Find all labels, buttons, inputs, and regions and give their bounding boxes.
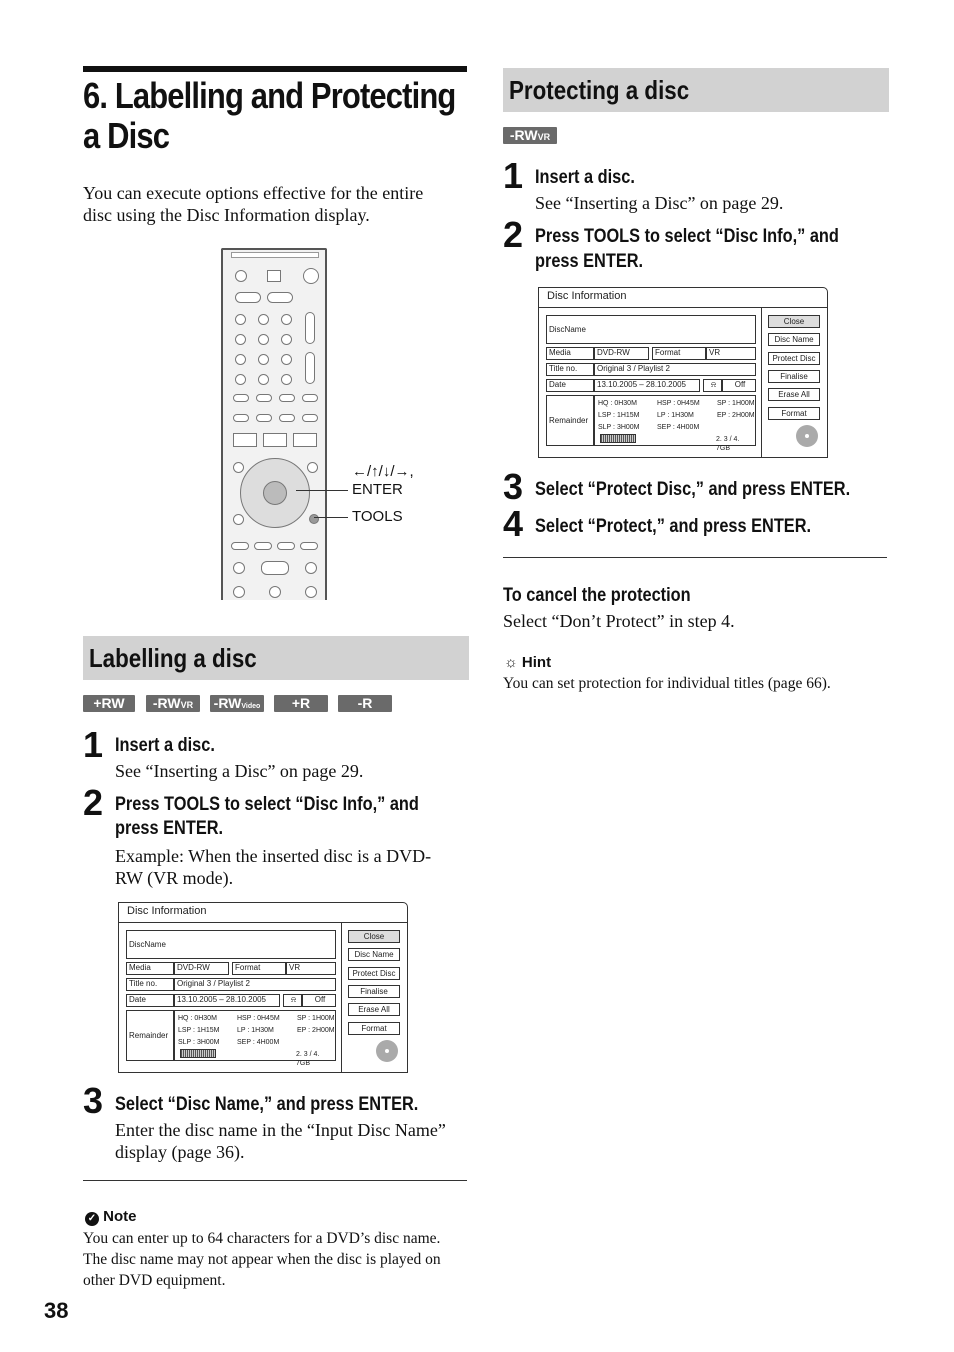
protecting-step1-heading: Insert a disc. <box>535 167 635 188</box>
remainder-label: Remainder <box>546 395 594 446</box>
protecting-step3-heading: Select “Protect Disc,” and press ENTER. <box>535 479 851 500</box>
protecting-step3-number: 3 <box>503 466 524 507</box>
protect-disc-button[interactable]: Protect Disc <box>768 352 820 365</box>
labelling-step2-body-line1: Example: When the inserted disc is a DVD- <box>115 846 432 866</box>
note-line1: You can enter up to 64 characters for a DVD’s disc name. <box>83 1230 441 1247</box>
labelling-step1-number: 1 <box>83 724 104 765</box>
cancel-divider <box>503 557 887 558</box>
intro-line2: disc using the Disc Information display. <box>83 205 370 225</box>
chapter-title-line1: 6. Labelling and Protecting <box>83 75 456 116</box>
chapter-title-line2: a Disc <box>83 115 170 156</box>
erase-all-button[interactable]: Erase All <box>768 388 820 401</box>
protecting-step1-body: See “Inserting a Disc” on page 29. <box>535 193 784 213</box>
badge-minus-rw-video: -RWVideo <box>210 695 264 712</box>
cancel-protection-heading: To cancel the protection <box>503 585 691 606</box>
date-value: 13.10.2005 – 28.10.2005 <box>594 379 700 392</box>
note-line2: The disc name may not appear when the disc is played on <box>83 1251 441 1268</box>
hint-label: Hint <box>521 654 552 671</box>
lightbulb-icon: ☼ <box>504 654 518 671</box>
labelling-step2-heading-line1: Press TOOLS to select “Disc Info,” and <box>115 794 419 815</box>
format-button[interactable]: Format <box>768 407 820 420</box>
badge-protect-minus-rw-vr: -RWVR <box>503 127 557 144</box>
capacity-text: 2. 3 / 4. 7GB <box>296 1051 320 1067</box>
disc-info-panel-protecting <box>538 287 828 458</box>
finalise-button[interactable]: Finalise <box>348 985 400 998</box>
remainder-values: HQ : 0H30M HSP : 0H45M SP : 1H00M LSP : 1H15M LP : 1H30M EP : 2H00M SLP : 3H00M SEP : 4H00M 2. 3 / 4. 7GB <box>594 395 756 446</box>
labelling-step3-number: 3 <box>83 1080 104 1121</box>
lock-icon: ⍾ <box>283 994 302 1007</box>
discname-row: DiscName <box>546 315 756 344</box>
media-label: Media <box>126 962 174 975</box>
discname-row: DiscName <box>126 930 336 959</box>
format-value: VR <box>706 347 756 360</box>
title-no-label: Title no. <box>546 363 594 376</box>
capacity-text: 2. 3 / 4. 7GB <box>716 436 740 452</box>
close-button[interactable]: Close <box>348 930 400 943</box>
arrow-keys-label: ←/↑/↓/→, <box>352 463 414 480</box>
labelling-step3-heading: Select “Disc Name,” and press ENTER. <box>115 1094 419 1115</box>
protecting-step2-number: 2 <box>503 214 524 255</box>
protecting-step1-number: 1 <box>503 155 524 196</box>
date-label: Date <box>546 379 594 392</box>
finalise-button[interactable]: Finalise <box>768 370 820 383</box>
enter-label: ENTER <box>352 481 403 498</box>
labelling-step2-body-line2: RW (VR mode). <box>115 868 234 888</box>
intro-line1: You can execute options effective for the entire <box>83 183 424 203</box>
labelling-step2-body <box>115 845 475 889</box>
format-label: Format <box>652 347 706 360</box>
note-line3: other DVD equipment. <box>83 1272 226 1289</box>
note-divider <box>83 1180 467 1181</box>
protect-value: Off <box>722 379 756 392</box>
disc-info-title: Disc Information <box>127 905 207 917</box>
cancel-protection-body: Select “Don’t Protect” in step 4. <box>503 611 735 631</box>
disc-icon <box>796 425 818 447</box>
tools-label: TOOLS <box>352 508 403 525</box>
media-value: DVD-RW <box>594 347 649 360</box>
date-label: Date <box>126 994 174 1007</box>
disc-name-button[interactable]: Disc Name <box>768 333 820 346</box>
protecting-step4-heading: Select “Protect,” and press ENTER. <box>535 516 812 537</box>
title-no-value: Original 3 / Playlist 2 <box>174 978 336 991</box>
media-value: DVD-RW <box>174 962 229 975</box>
protecting-heading-text: Protecting a disc <box>509 75 690 105</box>
note-label: Note <box>103 1208 137 1225</box>
protect-value: Off <box>302 994 336 1007</box>
labelling-heading <box>83 636 469 680</box>
note-icon: ✓ <box>85 1212 99 1226</box>
chapter-rule <box>83 66 467 72</box>
labelling-step1-body: See “Inserting a Disc” on page 29. <box>115 761 364 781</box>
callout-line-tools <box>314 517 348 518</box>
media-label: Media <box>546 347 594 360</box>
close-button[interactable]: Close <box>768 315 820 328</box>
lock-icon: ⍾ <box>703 379 722 392</box>
badge-minus-rw-vr: -RWVR <box>146 695 200 712</box>
erase-all-button[interactable]: Erase All <box>348 1003 400 1016</box>
note-heading <box>85 1208 137 1226</box>
labelling-step2-heading-line2: press ENTER. <box>115 818 224 839</box>
capacity-bar <box>600 434 636 443</box>
note-body <box>83 1228 483 1291</box>
labelling-step2-number: 2 <box>83 782 104 823</box>
title-no-label: Title no. <box>126 978 174 991</box>
labelling-step1-heading: Insert a disc. <box>115 735 215 756</box>
format-value: VR <box>286 962 336 975</box>
protecting-step4-number: 4 <box>503 503 524 544</box>
remainder-values: HQ : 0H30M HSP : 0H45M SP : 1H00M LSP : 1H15M LP : 1H30M EP : 2H00M SLP : 3H00M SEP : 4H00M 2. 3 / 4. 7GB <box>174 1010 336 1061</box>
capacity-bar <box>180 1049 216 1058</box>
page-number: 38 <box>44 1298 69 1323</box>
callout-line-enter <box>296 490 348 491</box>
chapter-title <box>83 76 479 156</box>
format-label: Format <box>232 962 286 975</box>
disc-icon <box>376 1040 398 1062</box>
chapter-intro <box>83 182 473 226</box>
labelling-step3-body <box>115 1119 475 1163</box>
labelling-step3-body-line2: display (page 36). <box>115 1142 245 1162</box>
disc-info-title: Disc Information <box>547 290 627 302</box>
badge-plus-r: +R <box>274 695 328 712</box>
disc-info-panel-labelling <box>118 902 408 1073</box>
protecting-heading <box>503 68 889 112</box>
disc-name-button[interactable]: Disc Name <box>348 948 400 961</box>
title-no-value: Original 3 / Playlist 2 <box>594 363 756 376</box>
badge-minus-r: -R <box>338 695 392 712</box>
badge-plus-rw: +RW <box>83 695 135 712</box>
remote-control-illustration <box>221 248 327 600</box>
protect-disc-button[interactable]: Protect Disc <box>348 967 400 980</box>
remainder-label: Remainder <box>126 1010 174 1061</box>
format-button[interactable]: Format <box>348 1022 400 1035</box>
date-value: 13.10.2005 – 28.10.2005 <box>174 994 280 1007</box>
hint-heading <box>504 654 551 671</box>
labelling-step3-body-line1: Enter the disc name in the “Input Disc Name” <box>115 1120 446 1140</box>
hint-body: You can set protection for individual titles (page 66). <box>503 675 831 692</box>
labelling-heading-text: Labelling a disc <box>89 643 257 673</box>
protecting-step2-heading-line1: Press TOOLS to select “Disc Info,” and <box>535 226 839 247</box>
protecting-step2-heading-line2: press ENTER. <box>535 251 644 272</box>
